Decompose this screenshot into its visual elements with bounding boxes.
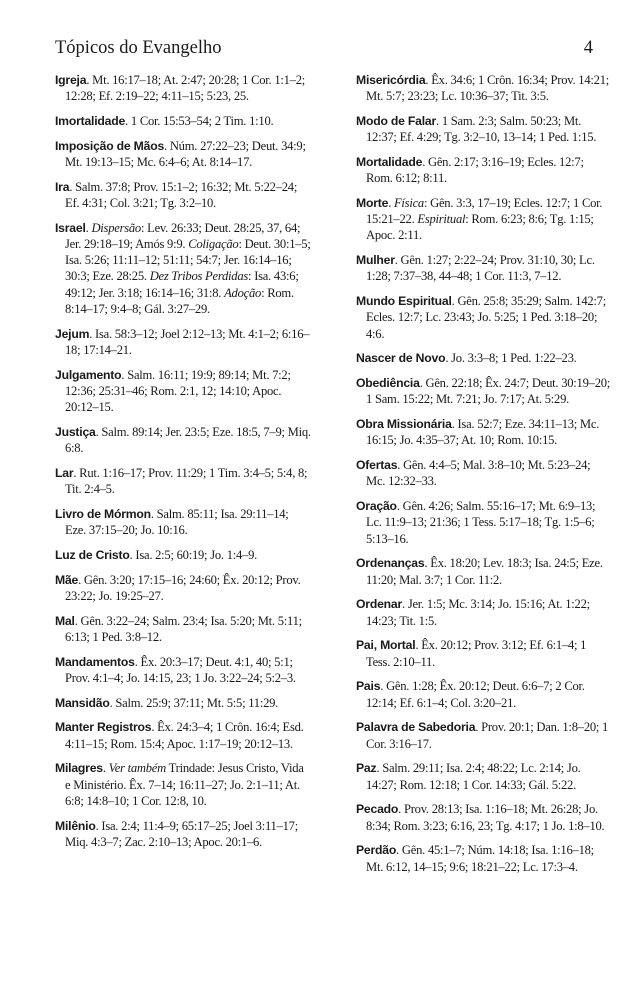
subtopic-references: : Gên. 3:3, 17–19; Ecles. 12:7; 1 Cor. 15:21–22. [366, 196, 603, 227]
topic-references: . Salm. 29:11; Isa. 2:4; 48:22; Lc. 2:14; Jo. 14:27; Rom. 12:18; 1 Cor. 14:33; Gál. 5:22. [366, 761, 581, 792]
subtopic-label: Coligação [188, 237, 239, 251]
topic-references: . Salm. 85:11; Isa. 29:11–14; Eze. 37:15–20; Jo. 10:16. [65, 506, 289, 538]
topic-references: . Jer. 1:5; Mc. 3:14; Jo. 15:16; At. 1:22; 14:23; Tit. 1:5. [366, 597, 590, 628]
topic-term: Igreja [55, 73, 87, 87]
subtopic-references: : Lev. 26:33; Deut. 28:25, 37, 64; Jer. 29:18–19; Amós 9:9. [65, 220, 301, 251]
topic-entry [55, 326, 311, 358]
topic-references: . Gên. 4:26; Salm. 55:16–17; Mt. 6:9–13; Lc. 11:9–13; 21:36; 1 Tess. 5:17–18; Tg. 1:5–6; 5:13–16. [366, 499, 596, 546]
topic-entry [356, 678, 612, 710]
topic-references: . [388, 196, 394, 210]
topic-references: . Prov. 28:13; Isa. 1:16–18; Mt. 26:28; Jo. 8:34; Rom. 3:23; 6:16, 23; Tg. 4:17; 1 Jo. 1:8–10. [366, 802, 605, 833]
subtopic-label: Dez Tribos Perdidas [149, 269, 249, 284]
topic-term: Julgamento [55, 367, 122, 382]
topic-references: . [102, 761, 109, 776]
topic-term: Lar [55, 465, 74, 480]
topic-references: . Êx. 20:12; Prov. 3:12; Ef. 6:1–4; 1 Tess. 2:10–11. [366, 638, 587, 669]
topic-entry [55, 506, 311, 538]
subtopic-references: Trindade: Jesus Cristo, Vida e Ministério. Êx. 7–14; 16:11–27; Jo. 2:1–11; At. 6:8; 14:8–10; 1 Cor. 12:8, 10. [65, 761, 304, 808]
topic-references: . [85, 220, 92, 235]
right-column [356, 72, 612, 883]
topic-entry [356, 375, 612, 407]
topic-entry [356, 760, 612, 792]
topic-references: . Gên. 25:8; 35:29; Salm. 142:7; Ecles. 12:7; Lc. 23:43; Jo. 5:25; 1 Ped. 3:18–20; 4:6. [366, 294, 606, 341]
topic-term: Mundo Espiritual [356, 294, 452, 309]
subtopic-label: Adoção [224, 285, 262, 300]
topic-term: Perdão [356, 843, 397, 858]
topic-references: . Jo. 3:3–8; 1 Ped. 1:22–23. [445, 351, 577, 366]
topic-references: . Êx. 24:3–4; 1 Crôn. 16:4; Esd. 4:11–15; Rom. 15:4; Apoc. 1:17–19; 20:12–13. [65, 720, 304, 751]
topic-entry [55, 113, 311, 129]
topic-references: . Gên. 2:17; 3:16–19; Ecles. 12:7; Rom. 6:12; 8:11. [366, 155, 584, 186]
topic-term: Oração [356, 499, 397, 514]
topic-term: Paz [356, 761, 377, 776]
topic-entry [356, 596, 612, 628]
topic-references: . Gên. 3:20; 17:15–16; 24:60; Êx. 20:12; Prov. 23:22; Jo. 19:25–27. [65, 572, 301, 603]
topic-entry [55, 220, 311, 317]
topic-term: Modo de Falar [356, 114, 437, 128]
page-header [55, 38, 593, 62]
topic-entry [356, 350, 612, 366]
topic-term: Pai, Mortal [356, 638, 416, 653]
topic-entry [356, 195, 612, 244]
topic-references: . Isa. 52:7; Eze. 34:11–13; Mc. 16:15; Jo. 4:35–37; At. 10; Rom. 10:15. [366, 417, 600, 448]
topic-entry [55, 760, 311, 809]
topic-term: Mal [55, 613, 75, 628]
topic-term: Pais [356, 679, 381, 694]
topic-term: Morte [356, 196, 389, 210]
topic-term: Imposição de Mãos [55, 138, 165, 153]
topic-references: . Êx. 18:20; Lev. 18:3; Isa. 24:5; Eze. 11:20; Mal. 3:7; 1 Cor. 11:2. [366, 556, 603, 587]
topic-entry [55, 138, 311, 170]
topic-references: . Isa. 2:4; 11:4–9; 65:17–25; Joel 3:11–17; Miq. 4:3–7; Zac. 2:10–13; Apoc. 20:1–6. [65, 818, 298, 849]
topic-entry [55, 572, 311, 604]
topic-term: Ofertas [356, 458, 398, 473]
topic-term: Justiça [55, 424, 96, 439]
subtopic-references: : Rom. 8:14–17; 9:4–8; Gál. 3:27–29. [65, 285, 294, 316]
topic-term: Jejum [55, 326, 90, 341]
topic-term: Pecado [356, 802, 399, 817]
subtopic-label: Ver também [108, 761, 166, 776]
topic-references: . Gên. 22:18; Êx. 24:7; Deut. 30:19–20; 1 Sam. 15:22; Mt. 7:21; Jo. 7:17; At. 5:29. [366, 376, 611, 407]
topic-term: Luz de Cristo [55, 547, 130, 562]
left-column [55, 72, 311, 883]
topic-term: Nascer de Novo [356, 351, 446, 366]
topic-references: . Êx. 34:6; 1 Crôn. 16:34; Prov. 14:21; Mt. 5:7; 23:23; Lc. 10:36–37; Tit. 3:5. [366, 73, 609, 104]
topic-term: Mulher [356, 253, 395, 268]
topic-references: . Êx. 20:3–17; Deut. 4:1, 40; 5:1; Prov. 4:1–4; Jo. 14:15, 23; 1 Jo. 3:22–24; 5:2–3. [65, 654, 296, 685]
topic-entry [55, 424, 311, 456]
topic-term: Milagres [55, 761, 103, 776]
topic-references: . Salm. 37:8; Prov. 15:1–2; 16:32; Mt. 5:22–24; Ef. 4:31; Col. 3:21; Tg. 3:2–10. [65, 179, 298, 210]
topic-references: . 1 Cor. 15:53–54; 2 Tim. 1:10. [125, 114, 274, 128]
topic-term: Mortalidade [356, 155, 423, 169]
topic-term: Obra Missionária [356, 417, 452, 432]
topic-entry [356, 252, 612, 284]
topic-term: Milênio [55, 818, 96, 833]
topic-references: . Salm. 25:9; 37:11; Mt. 5:5; 11:29. [109, 695, 279, 710]
topic-entry [55, 465, 311, 497]
topic-entry [356, 555, 612, 587]
topic-references: . Núm. 27:22–23; Deut. 34:9; Mt. 19:13–15; Mc. 6:4–6; At. 8:14–17. [65, 138, 306, 169]
topic-references: . Gên. 3:22–24; Salm. 23:4; Isa. 5:20; Mt. 5:11; 6:13; 1 Ped. 3:8–12. [65, 613, 302, 644]
topic-term: Ira [55, 179, 70, 194]
topic-term: Livro de Mórmon [55, 506, 151, 521]
topic-references: . Gên. 1:27; 2:22–24; Prov. 31:10, 30; Lc. 1:28; 7:37–38, 44–48; 1 Cor. 11:3, 7–12. [366, 253, 595, 284]
topic-entry [356, 113, 612, 145]
page-number: 4 [583, 38, 593, 58]
topic-references: . Salm. 89:14; Jer. 23:5; Eze. 18:5, 7–9; Miq. 6:8. [65, 424, 311, 456]
subtopic-label: Dispersão [91, 220, 141, 235]
subtopic-references: : Rom. 6:23; 8:6; Tg. 1:15; Apoc. 2:11. [366, 212, 594, 243]
topic-term: Israel [55, 220, 86, 235]
topic-entry [356, 801, 612, 833]
topic-entry [55, 654, 311, 686]
topic-references: . Prov. 20:1; Dan. 1:8–20; 1 Cor. 3:16–17. [366, 720, 609, 751]
topic-entry [356, 416, 612, 448]
topic-references: . Rut. 1:16–17; Prov. 11:29; 1 Tim. 3:4–5; 5:4, 8; Tit. 2:4–5. [65, 465, 308, 497]
topic-entry [356, 72, 612, 104]
topic-term: Manter Registros [55, 720, 152, 735]
topic-entry [55, 818, 311, 850]
topic-entry [55, 72, 311, 104]
topic-entry [356, 637, 612, 669]
topic-references: . Isa. 2:5; 60:19; Jo. 1:4–9. [129, 547, 258, 562]
topic-entry [55, 179, 311, 211]
topic-term: Obediência [356, 376, 420, 391]
topic-term: Palavra de Sabedoria [356, 720, 476, 735]
topic-entry [356, 842, 612, 874]
topic-references: . 1 Sam. 2:3; Salm. 50:23; Mt. 12:37; Ef. 4:29; Tg. 3:2–10, 13–14; 1 Ped. 1:15. [366, 114, 597, 145]
index-columns [55, 72, 612, 883]
topic-entry [55, 695, 311, 711]
subtopic-label: Espiritual [417, 212, 466, 227]
subtopic-references: : Isa. 43:6; 49:12; Jer. 3:18; 16:14–16; 31:8. [65, 269, 299, 300]
topic-term: Misericórdia [356, 73, 426, 87]
topic-term: Ordenanças [356, 556, 425, 571]
topic-term: Mãe [55, 572, 79, 587]
topic-entry [356, 293, 612, 342]
topic-references: . Gên. 1:28; Êx. 20:12; Deut. 6:6–7; 2 Cor. 12:14; Ef. 6:1–4; Col. 3:20–21. [366, 679, 585, 710]
subtopic-label: Física [393, 196, 424, 210]
subtopic-references: : Deut. 30:1–5; Isa. 5:26; 11:11–12; 51:11; 54:7; Jer. 16:14–16; 30:3; Eze. 28:25. [65, 237, 311, 284]
topic-entry [356, 154, 612, 186]
topic-references: . Salm. 16:11; 19:9; 89:14; Mt. 7:2; 12:36; 25:31–46; Rom. 2:1, 12; 14:10; Apoc. 20:12–15. [65, 367, 291, 415]
topic-term: Mansidão [55, 695, 110, 710]
topic-entry [356, 719, 612, 751]
topic-term: Imortalidade [55, 114, 126, 128]
page-title: Tópicos do Evangelho [55, 38, 222, 58]
topic-references: . Gên. 4:4–5; Mal. 3:8–10; Mt. 5:23–24; Mc. 12:32–33. [366, 458, 591, 489]
topic-entry [356, 457, 612, 489]
topic-entry [55, 613, 311, 645]
topic-term: Mandamentos [55, 654, 135, 669]
topic-term: Ordenar [356, 597, 403, 612]
topic-references: . Mt. 16:17–18; At. 2:47; 20:28; 1 Cor. 1:1–2; 12:28; Ef. 2:19–22; 4:11–15; 5:23, 25. [65, 73, 306, 104]
topic-entry [356, 498, 612, 547]
topic-references: . Isa. 58:3–12; Joel 2:12–13; Mt. 4:1–2; 6:16–18; 17:14–21. [65, 326, 310, 357]
topic-entry [55, 547, 311, 563]
topic-references: . Gên. 45:1–7; Núm. 14:18; Isa. 1:16–18; Mt. 6:12, 14–15; 9:6; 18:21–22; Lc. 17:3–4. [366, 843, 594, 874]
topic-entry [55, 719, 311, 751]
topic-entry [55, 367, 311, 416]
